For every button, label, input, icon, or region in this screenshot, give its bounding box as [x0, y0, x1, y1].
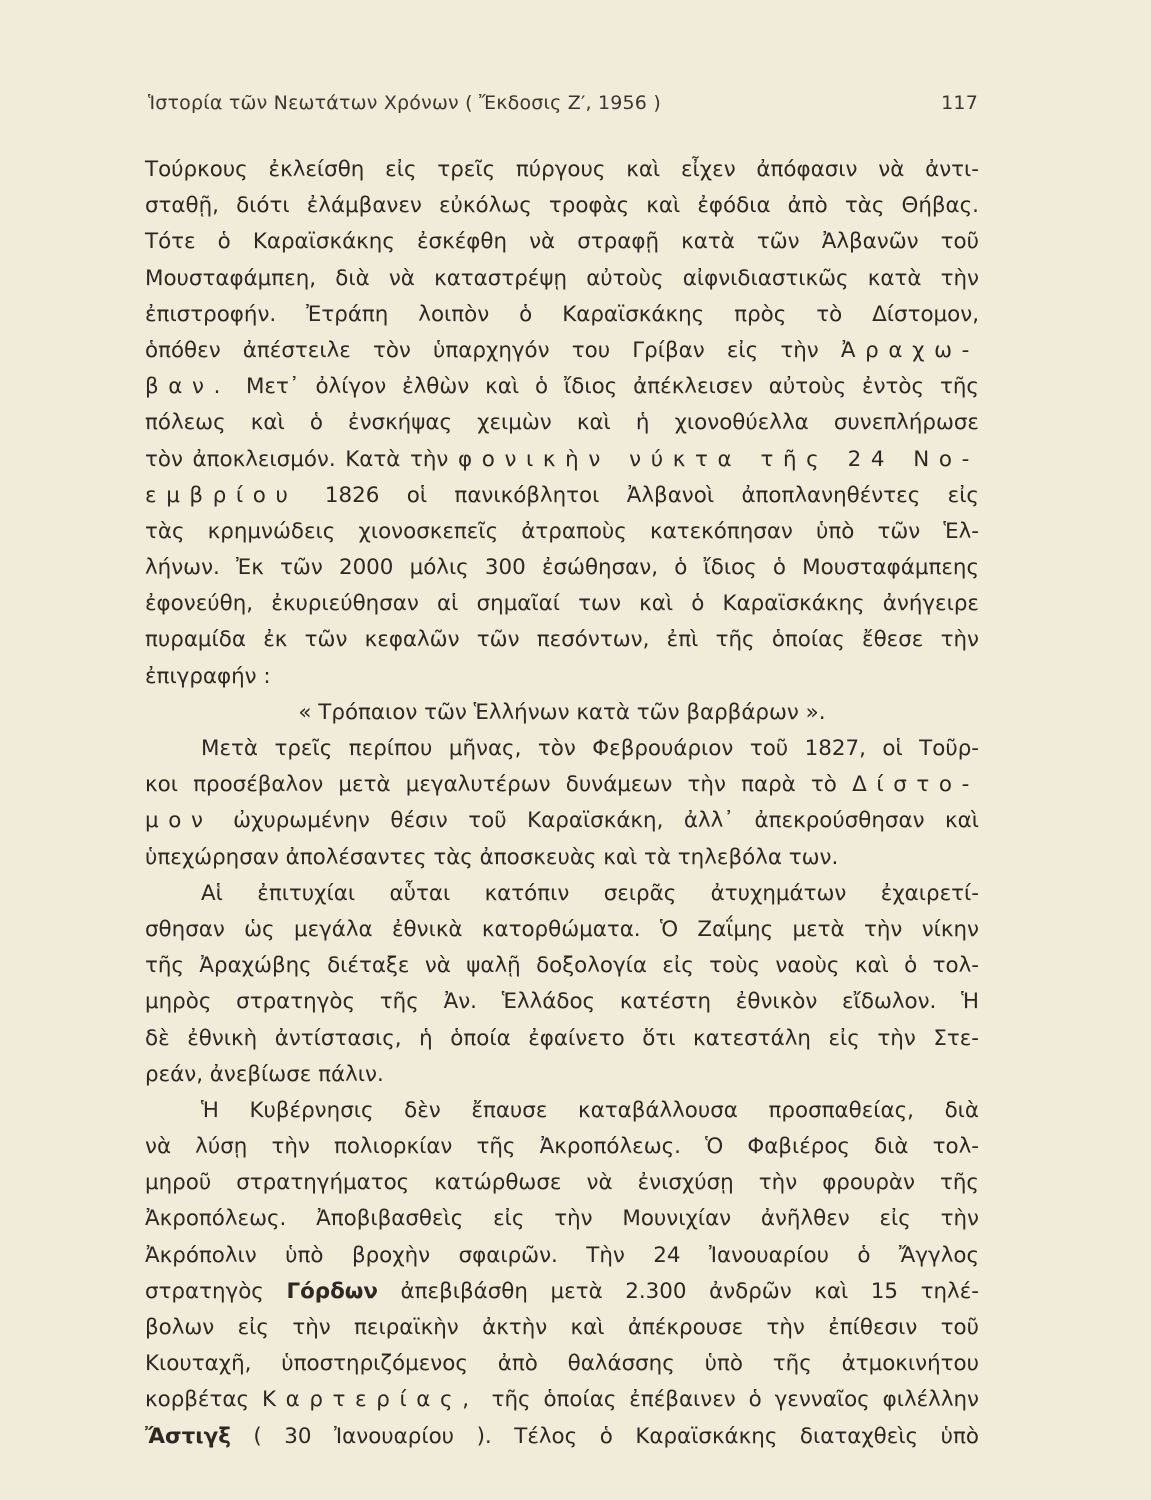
text-line: ἐπιστροφήν. Ἐτράπη λοιπὸν ὁ Καραϊσκάκης πρὸς τὸ Δίστομον, [145, 301, 979, 327]
bold-name: Γόρδων [286, 1278, 378, 1304]
spaced-name: Ἀραχω- [840, 337, 979, 363]
inscription-quote: « Τρόπαιον τῶν Ἑλλήνων κατὰ τῶν βαρβάρων ». [298, 699, 826, 725]
text-run: ( 30 Ἰανουαρίου ). Τέλος ὁ Καραϊσκάκης διαταχθεὶς ὑπὸ [253, 1423, 979, 1449]
text-line: ρεάν, ἀνεβίωσε πάλιν. [145, 1061, 384, 1087]
body-text [145, 152, 979, 1455]
text-line: βολων εἰς τὴν πειραϊκὴν ἀκτὴν καὶ ἀπέκρουσε τὴν ἐπίθεσιν τοῦ [145, 1315, 979, 1340]
text-line: Τούρκους ἐκλείσθη εἰς τρεῖς πύργους καὶ εἶχεν ἀπόφασιν νὰ ἀντι- [145, 157, 979, 182]
text-line [145, 1382, 979, 1418]
text-run: κοι προσέβαλον μετὰ μεγαλυτέρων δυνάμεων τὴν παρὰ τὸ [145, 772, 837, 798]
text-run: τῆς ὁποίας ἐπέβαινεν ὁ γενναῖος φιλέλλην [491, 1387, 979, 1413]
text-line [145, 369, 979, 405]
text-line: ἐπιγραφήν : [145, 663, 271, 689]
running-title: Ἱστορία τῶν Νεωτάτων Χρόνων ( Ἔκδοσις Ζ′, 1956 ) [148, 92, 661, 114]
text-line: Κιουταχῆ, ὑποστηριζόμενος ἀπὸ θαλάσσης ὑπὸ τῆς ἀτμοκινήτου [145, 1351, 979, 1377]
text-line: ὑπεχώρησαν ἀπολέσαντες τὰς ἀποσκευὰς καὶ τὰ τηλεβόλα των. [145, 844, 839, 870]
bold-name: Ἄστιγξ [145, 1423, 231, 1449]
text-line [145, 333, 979, 369]
text-line: Τότε ὁ Καραϊσκάκης ἐσκέφθη νὰ στραφῇ κατὰ τῶν Ἀλβανῶν τοῦ [145, 229, 979, 255]
spaced-name: βαν. [145, 374, 231, 400]
paragraph-start: Αἱ ἐπιτυχίαι αὗται κατόπιν σειρᾶς ἀτυχημάτων ἐχαιρετί- [201, 880, 979, 906]
spaced-name: μον [145, 808, 213, 834]
text-line [145, 803, 979, 839]
text-run: 1826 οἱ πανικόβλητοι Ἀλβανοὶ ἀποπλανηθέντες εἰς [324, 482, 979, 508]
text-line: Μουσταφάμπεη, διὰ νὰ καταστρέψῃ αὐτοὺς αἰφνιδιαστικῶς κατὰ τὴν [145, 265, 979, 291]
text-line: πυραμίδα ἐκ τῶν κεφαλῶν τῶν πεσόντων, ἐπὶ τῆς ὁποίας ἔθεσε τὴν [145, 627, 979, 653]
text-line: Ἀκρόπολιν ὑπὸ βροχὴν σφαιρῶν. Τὴν 24 Ἰανουαρίου ὁ Ἄγγλος [145, 1242, 979, 1268]
spaced-name: Καρτερίας, [261, 1387, 479, 1413]
text-line: δὲ ἐθνικὴ ἀντίστασις, ἡ ὁποία ἐφαίνετο ὅτι κατεστάλη εἰς τὴν Στε- [145, 1025, 979, 1051]
text-run: Μετ᾽ ὀλίγον ἐλθὼν καὶ ὁ ἴδιος ἀπέκλεισεν αὐτοὺς ἐντὸς τῆς [245, 374, 979, 400]
text-run: στρατηγὸς [145, 1278, 264, 1304]
text-line: ἐφονεύθη, ἐκυριεύθησαν αἱ σημαῖαί των καὶ ὁ Καραϊσκάκης ἀνήγειρε [145, 591, 979, 617]
text-line: μηροῦ στρατηγήματος κατώρθωσε νὰ ἐνισχύσῃ τὴν φρουρὰν τῆς [145, 1170, 979, 1196]
text-run: ὠχυρωμένην θέσιν τοῦ Καραϊσκάκη, ἀλλ᾽ ἀπεκρούσθησαν καὶ [233, 808, 979, 834]
page-number: 117 [941, 92, 978, 114]
text-line [145, 442, 979, 478]
text-line [145, 767, 979, 803]
text-line: τὰς κρημνώδεις χιονοσκεπεῖς ἀτραποὺς κατεκόπησαν ὑπὸ τῶν Ἑλ- [145, 518, 979, 544]
text-run: ἀπεβιβάσθη μετὰ 2.300 ἀνδρῶν καὶ 15 τηλέ- [400, 1278, 979, 1304]
text-line: πόλεως καὶ ὁ ἐνσκήψας χειμὼν καὶ ἡ χιονοθύελλα συνεπλήρωσε [145, 410, 979, 436]
paragraph-start: Μετὰ τρεῖς περίπου μῆνας, τὸν Φεβρουάριον τοῦ 1827, οἱ Τοῦρ- [201, 736, 979, 761]
text-line: σθησαν ὡς μεγάλα ἐθνικὰ κατορθώματα. Ὁ Ζαΐμης μετὰ τὴν νίκην [145, 916, 979, 942]
text-run: τὸν ἀποκλεισμόν. Κατὰ τὴν [145, 446, 449, 472]
text-run: ὁπόθεν ἀπέστειλε τὸν ὑπαρχηγόν του Γρίβαν εἰς τὴν [145, 337, 819, 363]
spaced-phrase: φονικὴν νύκτα τῆς 24 Νο- [458, 446, 979, 472]
text-line [145, 478, 979, 514]
text-line [145, 1419, 979, 1455]
text-line: τῆς Ἀραχώβης διέταξε νὰ ψαλῇ δοξολογία εἰς τοὺς ναοὺς καὶ ὁ τολ- [145, 953, 979, 979]
text-line: νὰ λύσῃ τὴν πολιορκίαν τῆς Ἀκροπόλεως. Ὁ Φαβιέρος διὰ τολ- [145, 1134, 979, 1160]
spaced-phrase: εμβρίου [145, 482, 298, 508]
paragraph-start: Ἡ Κυβέρνησις δὲν ἔπαυσε καταβάλλουσα προσπαθείας, διὰ [201, 1097, 979, 1123]
text-line: λήνων. Ἐκ τῶν 2000 μόλις 300 ἐσώθησαν, ὁ ἴδιος ὁ Μουσταφάμπεης [145, 555, 979, 581]
spaced-name: Δίστο- [852, 772, 979, 798]
text-run: κορβέτας [145, 1387, 250, 1413]
text-line: μηρὸς στρατηγὸς τῆς Ἀν. Ἑλλάδος κατέστη ἐθνικὸν εἴδωλον. Ἡ [145, 989, 979, 1015]
text-line: Ἀκροπόλεως. Ἀποβιβασθεὶς εἰς τὴν Μουνιχίαν ἀνῆλθεν εἰς τὴν [145, 1206, 979, 1232]
text-line [145, 1274, 979, 1310]
text-line: σταθῇ, διότι ἐλάμβανεν εὐκόλως τροφὰς καὶ ἐφόδια ἀπὸ τὰς Θήβας. [145, 193, 979, 219]
